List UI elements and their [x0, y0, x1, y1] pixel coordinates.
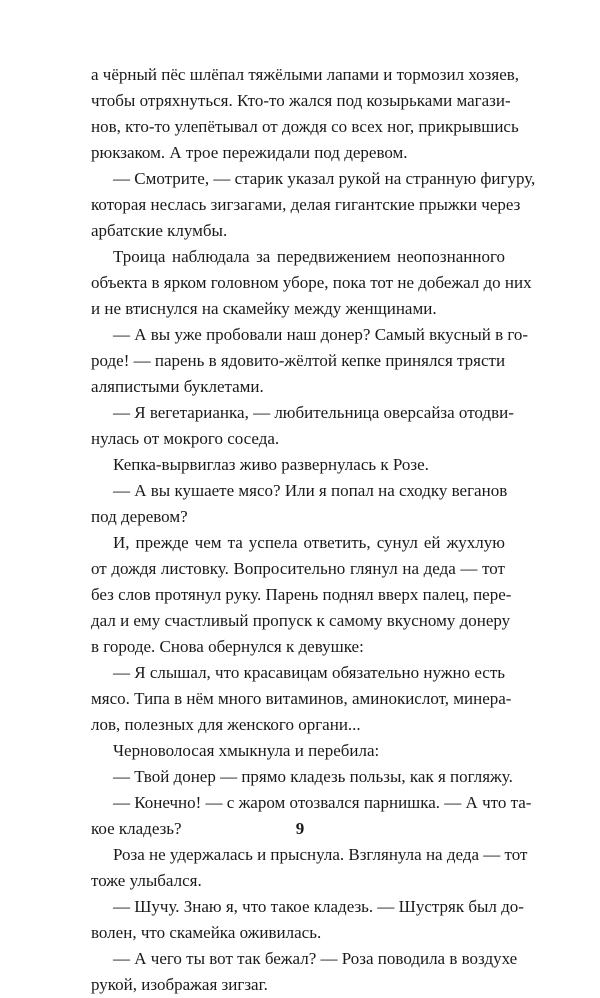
- text-line: в городе. Снова обернулся к девушке:: [91, 637, 364, 656]
- text-line: — А вы уже пробовали наш донер? Самый вкусный в го-: [113, 325, 529, 344]
- text-line: — Смотрите, — старик указал рукой на странную фигуру,: [113, 169, 536, 188]
- text-line: которая неслась зигзагами, делая гигантские прыжки через: [91, 195, 521, 214]
- text-line: дал и ему счастливый пропуск к самому вкусному донеру: [91, 611, 511, 630]
- text-line: Роза не удержалась и прыснула. Взглянула на деда — тот: [113, 845, 528, 864]
- text-line: от дождя листовку. Вопросительно глянул на деда — тот: [91, 559, 505, 578]
- text-line: чтобы отряхнуться. Кто-то жался под козырьками магази-: [91, 91, 511, 110]
- text-line: нулась от мокрого соседа.: [91, 429, 280, 448]
- text-line: мясо. Типа в нём много витаминов, аминокислот, минера-: [91, 689, 512, 708]
- text-line: под деревом?: [91, 507, 188, 526]
- text-line: Кепка-вырвиглаз живо развернулась к Розе.: [113, 455, 429, 474]
- page-body-text: [91, 62, 536, 998]
- text-line: Черноволосая хмыкнула и перебила:: [113, 741, 380, 760]
- text-line: — А чего ты вот так бежал? — Роза поводила в воздухе: [113, 949, 518, 968]
- text-line: И, прежде чем та успела ответить, сунул ей жухлую: [113, 533, 505, 552]
- text-line: — А вы кушаете мясо? Или я попал на сходку веганов: [113, 481, 508, 500]
- text-line: аляпистыми буклетами.: [91, 377, 264, 396]
- text-line: волен, что скамейка оживилась.: [91, 923, 322, 942]
- page-number: 9: [295, 819, 305, 838]
- text-line: рукой, изображая зигзаг.: [91, 975, 268, 994]
- text-line: арбатские клумбы.: [91, 221, 228, 240]
- text-line: объекта в ярком головном уборе, пока тот не добежал до них: [91, 273, 532, 292]
- text-line: — Шучу. Знаю я, что такое кладезь. — Шустряк был до-: [113, 897, 524, 916]
- text-line: лов, полезных для женского органи...: [91, 715, 361, 734]
- text-line: роде! — парень в ядовито-жёлтой кепке принялся трясти: [91, 351, 506, 370]
- text-line: кое кладезь?: [91, 819, 182, 838]
- text-line: — Я слышал, что красавицам обязательно нужно есть: [113, 663, 506, 682]
- text-line: — Конечно! — с жаром отозвался парнишка. — А что та-: [113, 793, 532, 812]
- text-line: без слов протянул руку. Парень поднял вверх палец, пере-: [91, 585, 512, 604]
- text-line: Троица наблюдала за передвижением неопознанного: [113, 247, 505, 266]
- text-line: — Твой донер — прямо кладезь пользы, как я погляжу.: [113, 767, 513, 786]
- text-line: и не втиснулся на скамейку между женщинами.: [91, 299, 437, 318]
- text-line: нов, кто-то улепётывал от дождя со всех ног, прикрывшись: [91, 117, 519, 136]
- text-line: а чёрный пёс шлёпал тяжёлыми лапами и тормозил хозяев,: [91, 65, 520, 84]
- text-line: рюкзаком. А трое пережидали под деревом.: [91, 143, 408, 162]
- text-line: — Я вегетарианка, — любительница оверсайза отодви-: [113, 403, 514, 422]
- text-line: тоже улыбался.: [91, 871, 202, 890]
